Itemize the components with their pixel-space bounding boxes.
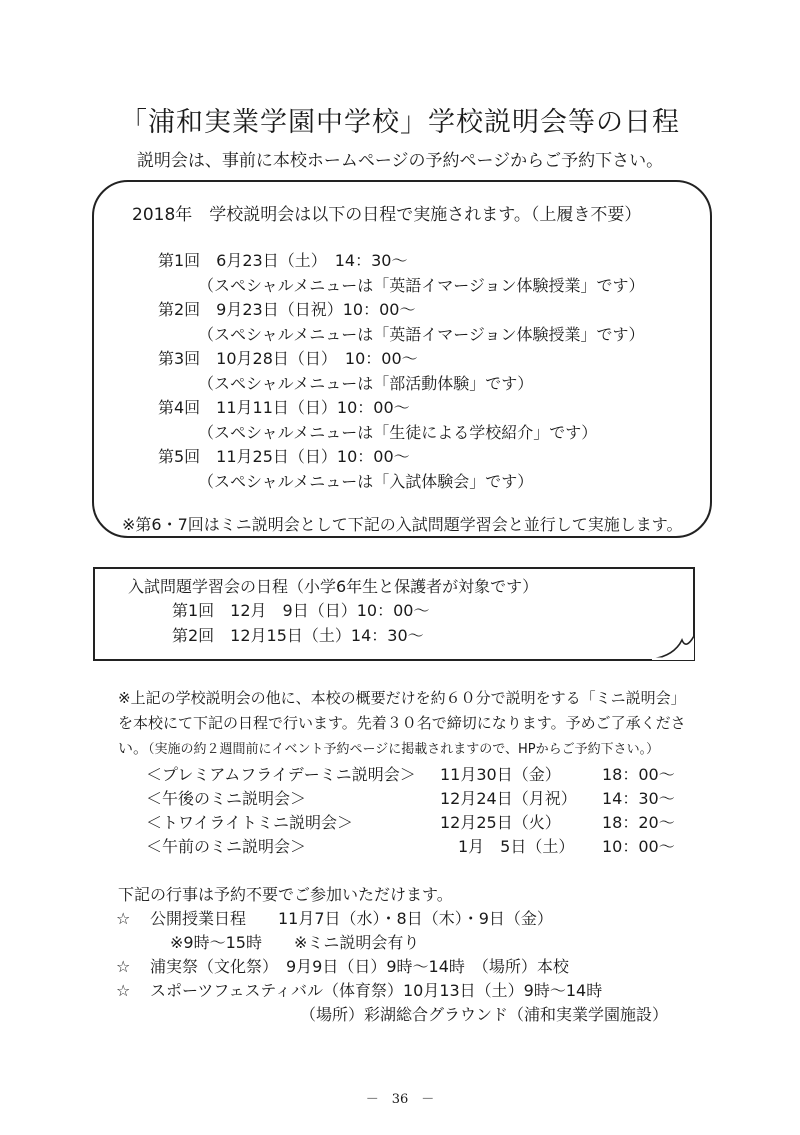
mini-event-1-date: 11月30日（金） [440, 765, 561, 784]
mini-desc-line-3-note: （実施の約２週間前にイベント予約ページに掲載されますので、HPからご予約下さい。） [148, 742, 660, 757]
mini-event-3-time: 18：20～ [602, 813, 675, 832]
exam-study-heading: 入試問題学習会の日程（小学6年生と保護者が対象です） [128, 577, 539, 596]
open-event-2-text: 浦実祭（文化祭） 9月9日（日）9時～14時 （場所）本校 [150, 957, 569, 976]
session-3-date: 第3回 10月28日（日） 10：00～ [158, 349, 418, 368]
exam-study-row-2: 第2回 12月15日（土）14：30～ [172, 626, 424, 645]
mini-event-4-date: 1月 5日（土） [458, 837, 575, 856]
star-icon: ☆ [116, 957, 131, 976]
open-events-intro: 下記の行事は予約不要でご参加いただけます。 [118, 885, 453, 904]
session-4-menu: （スペシャルメニューは「生徒による学校紹介」です） [198, 423, 598, 442]
mini-event-2-time: 14：30～ [602, 789, 675, 808]
open-event-1 [116, 906, 553, 929]
session-2-menu: （スペシャルメニューは「英語イマージョン体験授業」です） [198, 325, 645, 344]
page-number: － 36 － [365, 1092, 435, 1107]
open-event-3-place: （場所）彩湖総合グラウンド（浦和実業学園施設） [300, 1005, 669, 1024]
mini-event-3-name: ＜トワイライトミニ説明会＞ [146, 813, 354, 832]
sessions-footnote: ※第6・7回はミニ説明会として下記の入試問題学習会と並行して実施します。 [122, 515, 683, 534]
session-5-date: 第5回 11月25日（日）10：00～ [158, 447, 410, 466]
session-1-date: 第1回 6月23日（土） 14：30～ [158, 251, 408, 270]
page-title: 「浦和実業学園中学校」学校説明会等の日程 [120, 107, 680, 138]
mini-event-1-time: 18：00～ [602, 765, 675, 784]
session-5-menu: （スペシャルメニューは「入試体験会」です） [198, 472, 534, 491]
mini-event-1-name: ＜プレミアムフライデーミニ説明会＞ [146, 765, 416, 784]
star-icon: ☆ [116, 981, 131, 1000]
open-event-1-note: ※9時～15時 ※ミニ説明会有り [170, 933, 420, 952]
mini-event-4-name: ＜午前のミニ説明会＞ [146, 837, 307, 856]
session-4-date: 第4回 11月11日（日）10：00～ [158, 398, 410, 417]
mini-desc-line-2: を本校にて下記の日程で行います。先着３０名で締切になります。予めご了承くださ [118, 714, 686, 732]
mini-event-4-time: 10：00～ [602, 837, 675, 856]
open-event-2 [116, 954, 569, 977]
session-3-menu: （スペシャルメニューは「部活動体験」です） [198, 374, 534, 393]
open-event-3-text: スポーツフェスティバル（体育祭）10月13日（土）9時～14時 [150, 981, 603, 1000]
star-icon: ☆ [116, 909, 131, 928]
session-2-date: 第2回 9月23日（日祝）10：00～ [158, 300, 416, 319]
mini-desc-line-3 [118, 737, 659, 758]
open-event-3 [116, 978, 602, 1001]
mini-desc-line-3-lead: い。 [118, 739, 149, 757]
reservation-note: 説明会は、事前に本校ホームページの予約ページからご予約下さい。 [136, 151, 664, 171]
mini-event-2-name: ＜午後のミニ説明会＞ [146, 789, 307, 808]
page-fold-icon [652, 636, 694, 660]
sessions-heading: 2018年 学校説明会は以下の日程で実施されます。（上履き不要） [132, 205, 642, 225]
mini-desc-line-1: ※上記の学校説明会の他に、本校の概要だけを約６０分で説明をする「ミニ説明会」 [118, 689, 686, 707]
mini-event-3-date: 12月25日（火） [440, 813, 561, 832]
exam-study-row-1: 第1回 12月 9日（日）10：00～ [172, 601, 430, 620]
open-event-1-text: 公開授業日程 11月7日（水）・8日（木）・9日（金） [150, 909, 553, 928]
mini-event-2-date: 12月24日（月祝） [440, 789, 577, 808]
session-1-menu: （スペシャルメニューは「英語イマージョン体験授業」です） [198, 276, 645, 295]
